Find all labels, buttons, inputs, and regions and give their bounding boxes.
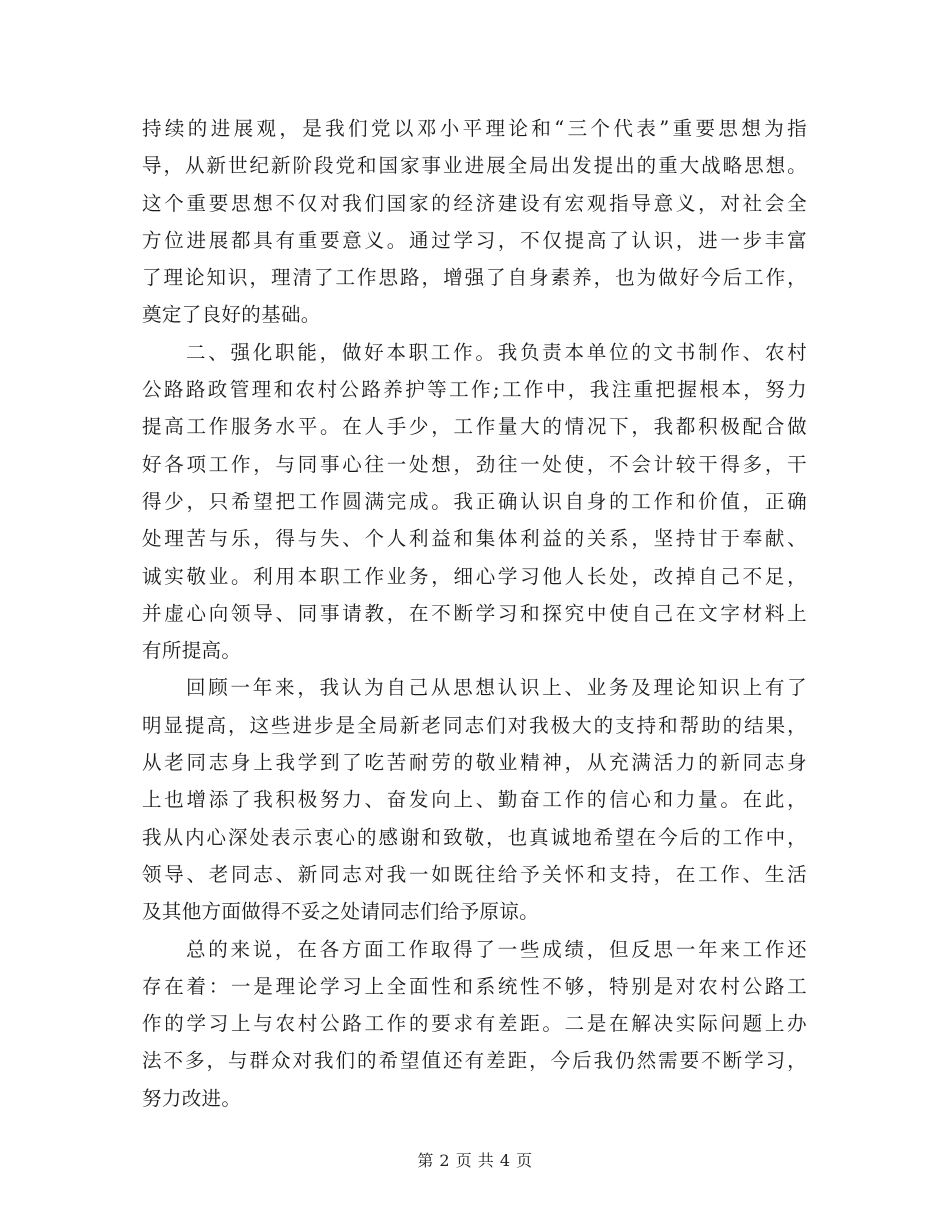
text-line: 导，从新世纪新阶段党和国家事业进展全局出发提出的重大战略思想。	[142, 154, 807, 178]
text-line: 上也增添了我积极努力、奋发向上、勤奋工作的信心和力量。在此，	[142, 788, 807, 812]
text-line: 好各项工作，与同事心往一处想，劲往一处使，不会计较干得多，干	[142, 452, 807, 476]
text-line: 领导、老同志、新同志对我一如既往给予关怀和支持，在工作、生活	[142, 862, 807, 886]
text-line: 存在着：一是理论学习上全面性和系统性不够，特别是对农村公路工	[142, 974, 807, 998]
text-line: 法不多，与群众对我们的希望值还有差距，今后我仍然需要不断学习，	[142, 1049, 807, 1073]
text-line: 努力改进。	[142, 1086, 242, 1110]
text-line: 这个重要思想不仅对我们国家的经济建设有宏观指导意义，对社会全	[142, 191, 807, 215]
text-line: 有所提高。	[142, 639, 242, 663]
text-line: 明显提高，这些进步是全局新老同志们对我极大的支持和帮助的结果，	[142, 713, 807, 737]
text-line: 作的学习上与农村公路工作的要求有差距。二是在解决实际问题上办	[142, 1012, 807, 1036]
text-line: 并虚心向领导、同事请教，在不断学习和探究中使自己在文字材料上	[142, 601, 807, 625]
text-line: 得少，只希望把工作圆满完成。我正确认识自身的工作和价值，正确	[142, 489, 807, 513]
paragraph-first-line: 总的来说，在各方面工作取得了一些成绩，但反思一年来工作还	[186, 937, 807, 961]
document-body	[142, 110, 807, 1117]
text-line: 了理论知识，理清了工作思路，增强了自身素养，也为做好今后工作，	[142, 266, 807, 290]
text-line: 我从内心深处表示衷心的感谢和致敬，也真诚地希望在今后的工作中，	[142, 825, 807, 849]
text-line: 持续的进展观，是我们党以邓小平理论和“三个代表”重要思想为指	[142, 117, 807, 140]
text-line: 提高工作服务水平。在人手少，工作量大的情况下，我都积极配合做	[142, 415, 807, 439]
text-line: 处理苦与乐，得与失、个人利益和集体利益的关系，坚持甘于奉献、	[142, 527, 807, 551]
paragraph-first-line: 二、强化职能，做好本职工作。我负责本单位的文书制作、农村	[186, 340, 807, 364]
page-footer: 第 2 页 共 4 页	[417, 1151, 533, 1170]
text-line: 方位进展都具有重要意义。通过学习，不仅提高了认识，进一步丰富	[142, 228, 807, 252]
text-line: 从老同志身上我学到了吃苦耐劳的敬业精神，从充满活力的新同志身	[142, 751, 807, 775]
paragraph-first-line: 回顾一年来，我认为自己从思想认识上、业务及理论知识上有了	[186, 676, 807, 700]
text-line: 公路路政管理和农村公路养护等工作;工作中，我注重把握根本，努力	[142, 378, 807, 402]
text-line: 奠定了良好的基础。	[142, 303, 321, 327]
text-line: 及其他方面做得不妥之处请同志们给予原谅。	[142, 900, 540, 924]
text-line: 诚实敬业。利用本职工作业务，细心学习他人长处，改掉自己不足，	[142, 564, 807, 588]
